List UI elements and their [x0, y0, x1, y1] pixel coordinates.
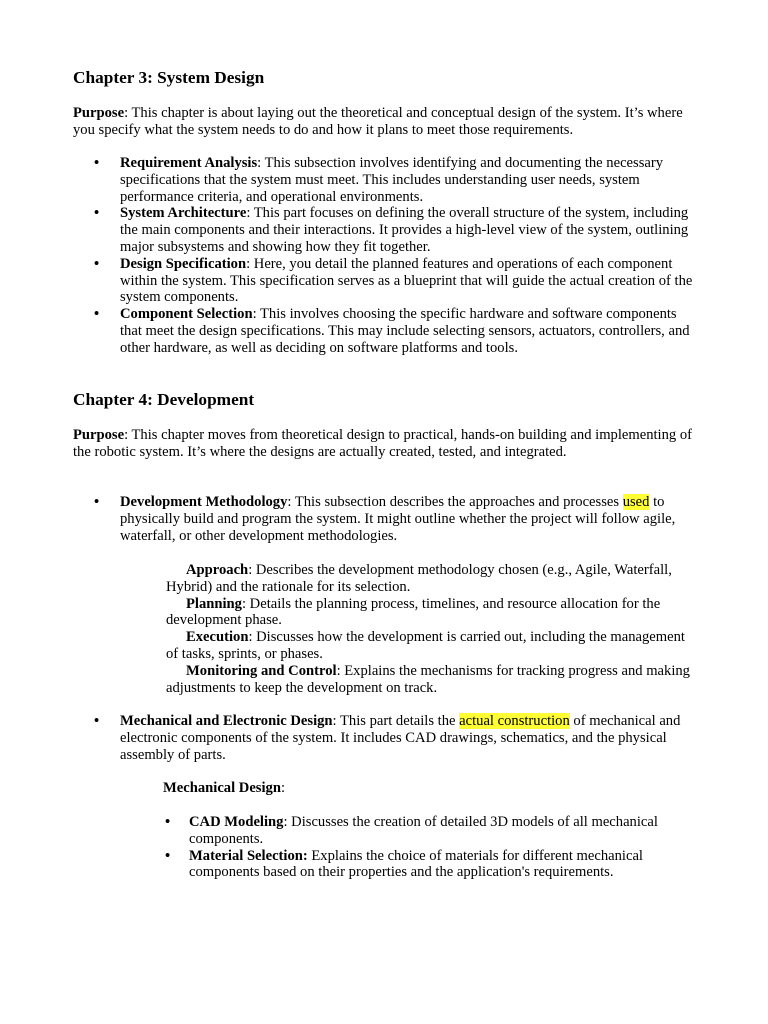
- item-label: CAD Modeling: [189, 814, 284, 830]
- item-text: to physically build and program the system. It might outline whether the project will follow agile, waterfall, or other development methodologies.: [120, 494, 676, 544]
- bullet-icon: •: [165, 847, 171, 864]
- method-entry: [166, 663, 696, 697]
- bullet-icon: •: [94, 713, 100, 729]
- chapter-3-purpose: [73, 105, 693, 139]
- item-label: Mechanical and Electronic Design: [120, 713, 333, 729]
- item-text: : Here, you detail the planned features and operations of each component within the system. This specification serves as a blueprint that will guide the actual creation of the system components.: [120, 255, 693, 306]
- bullet-icon: •: [94, 306, 100, 323]
- entry-label: Execution: [186, 629, 249, 646]
- list-item: [73, 205, 693, 255]
- chapter-4-title: Chapter 4: Development: [73, 390, 255, 409]
- entry-text: : Details the planning process, timelines, and resource allocation for the development phase.: [166, 595, 661, 629]
- item-text: : Discusses the creation of detailed 3D models of all mechanical components.: [189, 814, 658, 847]
- list-item: [73, 256, 693, 306]
- list-item: [73, 155, 693, 205]
- highlighted-text: actual construction: [459, 713, 570, 729]
- method-entry: [166, 596, 696, 630]
- chapter-4-purpose: [73, 427, 693, 461]
- highlighted-text: used: [622, 494, 650, 510]
- item-label: Development Methodology: [120, 494, 288, 510]
- chapter-3-bullet-list: [73, 155, 693, 357]
- list-item: [163, 814, 703, 848]
- item-text: : This subsection describes the approaches and processes: [287, 494, 623, 510]
- method-entry: [166, 562, 696, 596]
- purpose-text: : This chapter moves from theoretical design to practical, hands-on building and implementing of the robotic system. It’s where the designs are actually created, tested, and integrated.: [73, 427, 693, 460]
- item-text: : This part focuses on defining the overall structure of the system, including the main components and their interactions. It provides a high-level view of the system, outlining major subsystems and showing how they fit together.: [120, 205, 689, 255]
- subheading-colon: :: [280, 780, 286, 796]
- bullet-icon: •: [94, 255, 100, 272]
- item-text: : This part details the: [332, 713, 460, 729]
- mechanical-design-list: [163, 814, 703, 881]
- item-label: System Architecture: [120, 205, 247, 222]
- mechanical-design-heading: [163, 780, 285, 797]
- bullet-icon: •: [94, 494, 100, 510]
- entry-label: Planning: [186, 595, 242, 612]
- chapter-3-title: Chapter 3: System Design: [73, 68, 265, 87]
- list-item: [163, 848, 703, 882]
- item-text: Explains the choice of materials for different mechanical components based on their properties and the application's requirements.: [189, 847, 643, 881]
- entry-text: : Describes the development methodology chosen (e.g., Agile, Waterfall, Hybrid) and the rationale for its selection.: [166, 562, 672, 595]
- item-label: Component Selection: [120, 306, 253, 323]
- entry-text: : Explains the mechanisms for tracking progress and making adjustments to keep the development on track.: [166, 662, 690, 696]
- list-item: [73, 306, 693, 356]
- purpose-label: Purpose: [73, 105, 125, 121]
- dev-methodology-list: [73, 494, 693, 544]
- mech-elec-list: [73, 713, 693, 763]
- bullet-icon: •: [165, 814, 171, 830]
- item-text: of mechanical and electronic components of the system. It includes CAD drawings, schematics, and the physical assembly of parts.: [120, 713, 681, 763]
- list-item: [73, 713, 693, 763]
- purpose-text: : This chapter is about laying out the theoretical and conceptual design of the system. It’s where you specify what the system needs to do and how it plans to meet those requirements.: [73, 105, 683, 138]
- list-item: [73, 494, 693, 544]
- item-label: Material Selection:: [189, 847, 308, 864]
- bullet-icon: •: [94, 155, 100, 171]
- subheading-label: Mechanical Design: [163, 780, 281, 796]
- item-label: Requirement Analysis: [120, 155, 258, 171]
- method-entry: [166, 629, 696, 663]
- bullet-icon: •: [94, 205, 100, 222]
- methodology-subsection: [166, 562, 696, 696]
- entry-label: Monitoring and Control: [186, 662, 337, 679]
- entry-text: : Discusses how the development is carried out, including the management of tasks, sprints, or phases.: [166, 629, 685, 662]
- item-text: : This involves choosing the specific hardware and software components that meet the design specifications. This may include selecting sensors, actuators, controllers, and other hardware, as well as deciding on software platforms and tools.: [120, 306, 690, 356]
- purpose-label: Purpose: [73, 427, 125, 443]
- entry-label: Approach: [186, 562, 249, 578]
- item-label: Design Specification: [120, 255, 247, 272]
- item-text: : This subsection involves identifying and documenting the necessary specifications that the system must meet. This includes understanding user needs, system performance criteria, and operational environments.: [120, 155, 664, 205]
